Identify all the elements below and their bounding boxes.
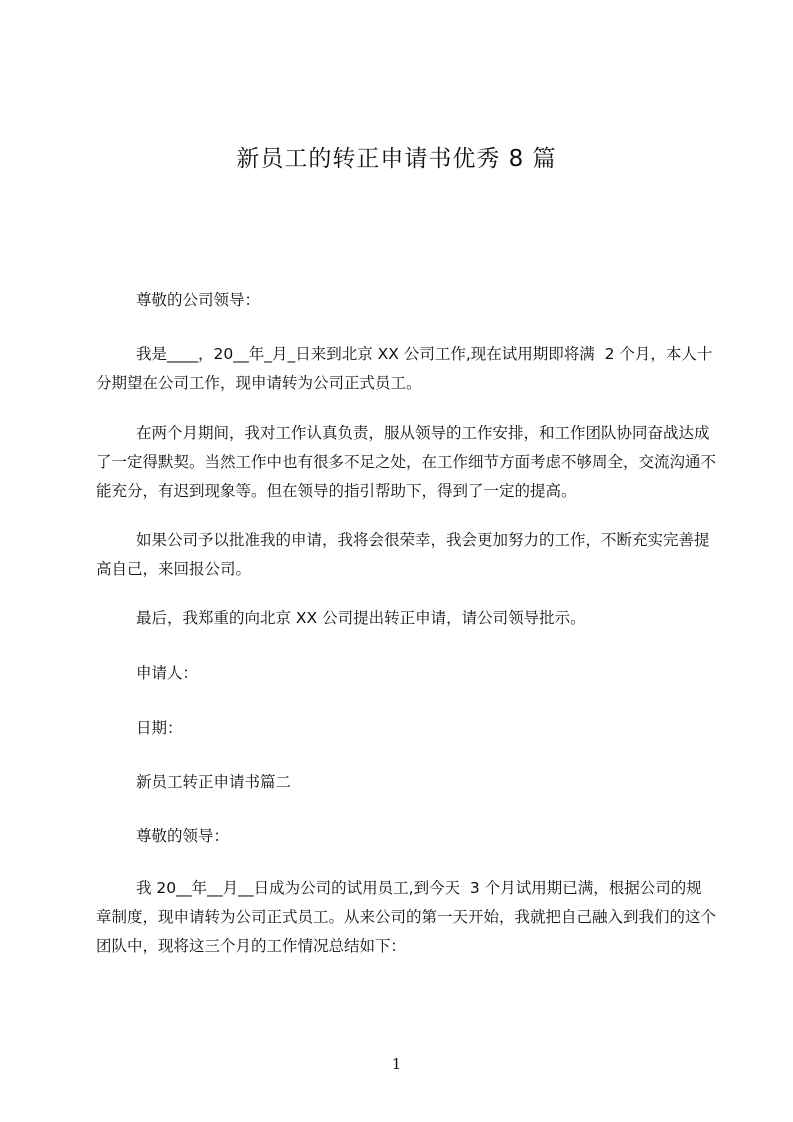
document-title: 新员工的转正申请书优秀 8 篇	[236, 146, 557, 172]
salutation-two: 尊敬的领导：	[136, 827, 230, 845]
page-number: 1	[391, 1055, 402, 1073]
section-heading-two: 新员工转正申请书篇二	[136, 773, 292, 791]
paragraph-work-period: 在两个月期间，我对工作认真负责，服从领导的工作安排，和工作团队协同奋战达成了一定得默契。当然工作中也有很多不足之处，在工作细节方面考虑不够周全，交流沟通不能充分，有迟到现象等。但在领导的指引帮助下，得到了一定的提高。	[96, 424, 717, 500]
applicant-label: 申请人：	[136, 664, 199, 682]
paragraph-closing: 最后，我郑重的向北京 XX 公司提出转正申请，请公司领导批示。	[136, 609, 586, 627]
paragraph-intro-two: 我 20__年__月__日成为公司的试用员工,到今天 3 个月试用期已满，根据公司的规章制度，现申请转为公司正式员工。从来公司的第一天开始，我就把自己融入到我们的这个团队中，现将这三个月的工作情况总结如下：	[96, 879, 717, 955]
salutation: 尊敬的公司领导：	[136, 291, 261, 309]
date-label: 日期：	[136, 719, 183, 737]
paragraph-approval: 如果公司予以批准我的申请，我将会很荣幸，我会更加努力的工作，不断充实完善提高自己，来回报公司。	[96, 531, 710, 578]
paragraph-intro: 我是____，20__年_月_日来到北京 XX 公司工作,现在试用期即将满 2 个月，本人十分期望在公司工作，现申请转为公司正式员工。	[96, 345, 713, 392]
